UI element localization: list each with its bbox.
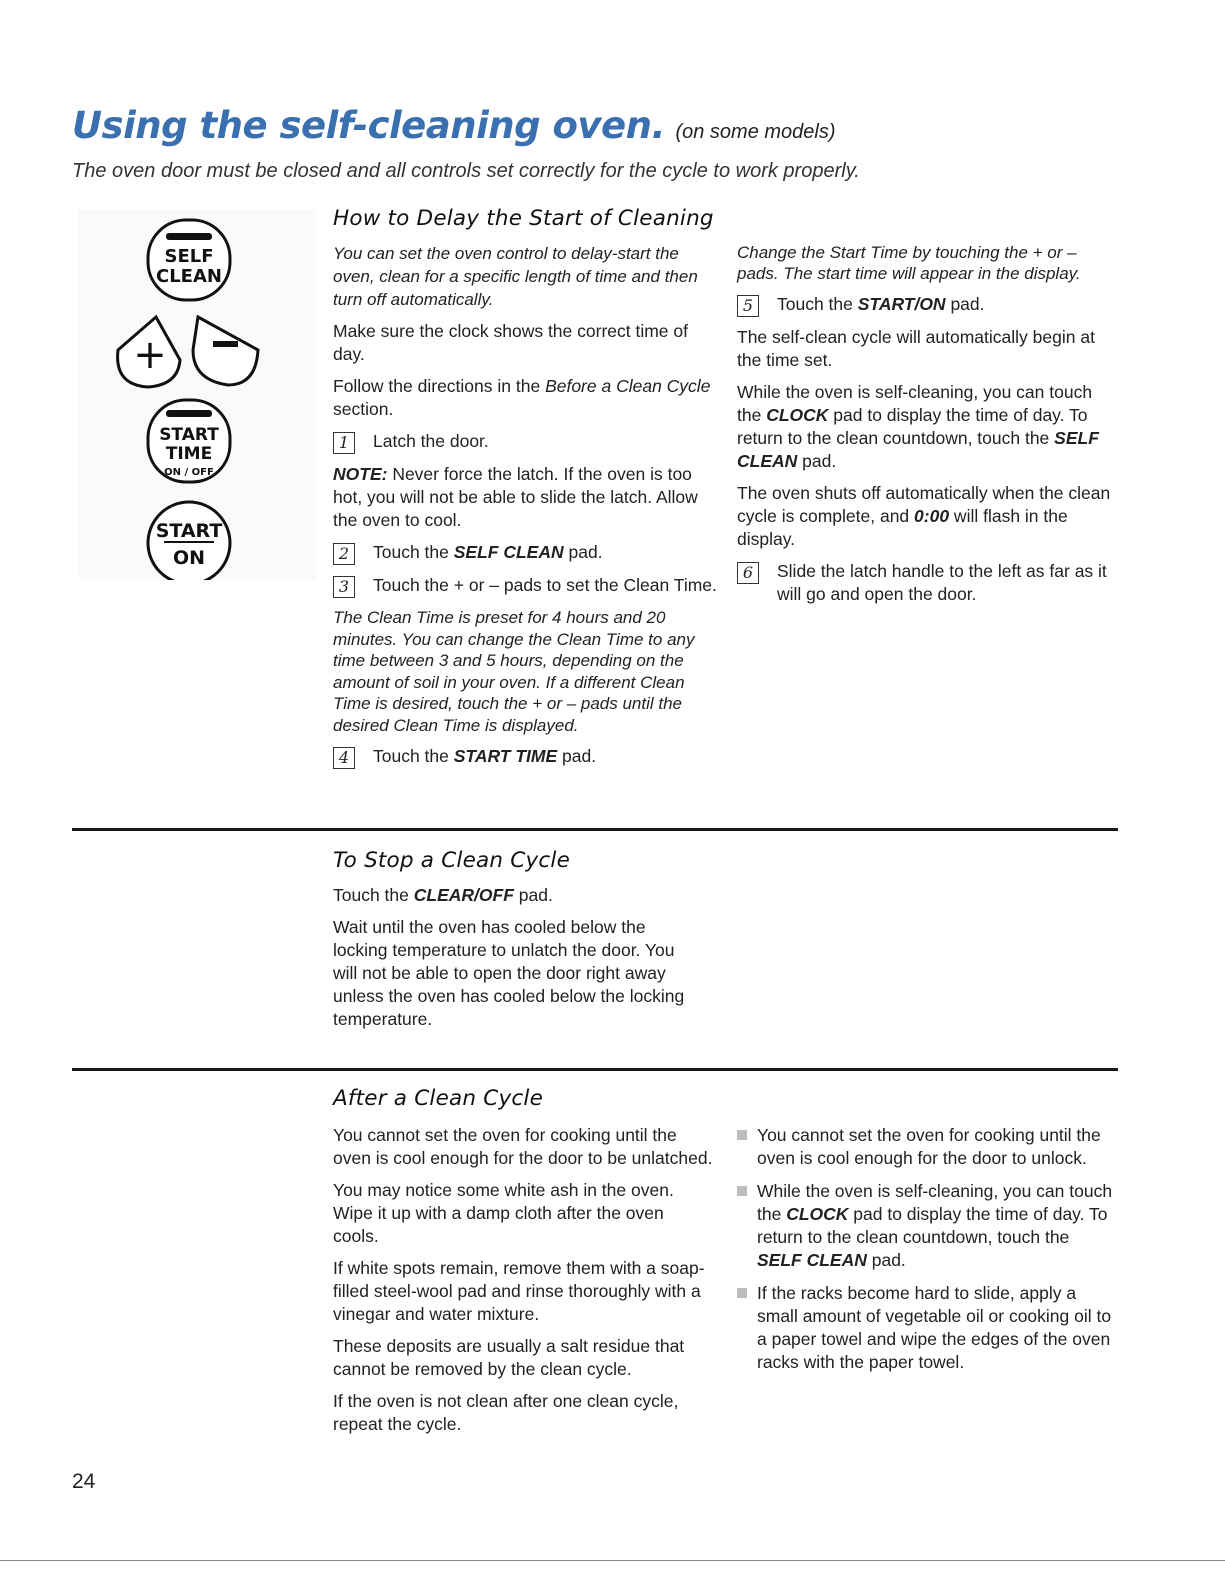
bullet-text: While the oven is self-cleaning, you can touch the CLOCK pad to display the time of day. To return to the clean countdown, touch the SELF CLEAN pad. xyxy=(757,1181,1113,1270)
step-3 xyxy=(333,574,718,598)
change-start-note: Change the Start Time by touching the + or – pads. The start time will appear in the display. xyxy=(737,243,1081,283)
after-column-left xyxy=(333,1124,713,1445)
minus-pad xyxy=(193,317,258,385)
step-6 xyxy=(737,560,1117,606)
start-time-pad xyxy=(148,400,230,482)
start-on-label-2: ON xyxy=(172,547,206,569)
list-item xyxy=(737,1180,1117,1272)
bullet-icon xyxy=(737,1288,747,1298)
step-number: 1 xyxy=(333,432,355,454)
stop-heading: To Stop a Clean Cycle xyxy=(333,848,570,873)
bullet-icon xyxy=(737,1186,747,1196)
stop-body xyxy=(333,884,703,1040)
bullet-icon xyxy=(737,1130,747,1140)
step-number: 6 xyxy=(737,562,759,584)
bullet-text: You cannot set the oven for cooking until the oven is cool enough for the door to unlock. xyxy=(757,1125,1101,1168)
delay-clock-instruction: Make sure the clock shows the correct time of day. xyxy=(333,321,688,364)
delay-column-left xyxy=(333,242,718,778)
delay-column-right xyxy=(737,242,1117,615)
after-p2: You may notice some white ash in the oven. Wipe it up with a damp cloth after the oven cools. xyxy=(333,1180,674,1246)
step-number: 4 xyxy=(333,747,355,769)
step-1 xyxy=(333,430,718,454)
page-title xyxy=(72,104,836,147)
start-time-label-1: START xyxy=(159,425,219,445)
control-pads-svg xyxy=(78,210,316,580)
after-p1: You cannot set the oven for cooking until the oven is cool enough for the door to be unlatched. xyxy=(333,1125,713,1168)
title-sub: (on some models) xyxy=(675,121,836,143)
self-clean-label-2: CLEAN xyxy=(156,266,222,287)
plus-pad xyxy=(118,317,180,387)
title-main: Using the self-cleaning oven. xyxy=(72,104,666,147)
delay-intro: You can set the oven control to delay-start the oven, clean for a specific length of time and then turn off automatically. xyxy=(333,244,698,309)
section-divider xyxy=(72,1068,1118,1071)
self-clean-label-1: SELF xyxy=(164,246,214,267)
start-time-label-2: TIME xyxy=(165,444,213,464)
page-edge-line xyxy=(0,1560,1225,1561)
after-p4: These deposits are usually a salt residue that cannot be removed by the clean cycle. xyxy=(333,1336,685,1379)
step-text: Latch the door. xyxy=(373,431,489,451)
step-text: Touch the SELF CLEAN pad. xyxy=(373,542,603,562)
list-item xyxy=(737,1282,1117,1374)
step-text: Touch the START/ON pad. xyxy=(777,294,985,314)
shuts-off: The oven shuts off automatically when the clean cycle is complete, and 0:00 will flash in the display. xyxy=(737,483,1111,549)
step-number: 2 xyxy=(333,543,355,565)
delay-heading: How to Delay the Start of Cleaning xyxy=(333,206,714,231)
after-p3: If white spots remain, remove them with a soap-filled steel-wool pad and rinse thoroughly with a vinegar and water mixture. xyxy=(333,1258,705,1324)
step-text: Slide the latch handle to the left as far as it will go and open the door. xyxy=(777,561,1107,604)
page-number: 24 xyxy=(72,1470,96,1493)
step-5 xyxy=(737,293,1117,317)
stop-touch: Touch the CLEAR/OFF pad. xyxy=(333,885,553,905)
bullet-text: If the racks become hard to slide, apply a small amount of vegetable oil or cooking oil to a paper towel and wipe the edges of the oven racks with the paper towel. xyxy=(757,1283,1112,1372)
after-column-right xyxy=(737,1124,1117,1384)
stop-wait: Wait until the oven has cooled below the locking temperature to unlatch the door. You will not be able to open the door right away unless the oven has cooled below the locking temperature. xyxy=(333,917,685,1029)
start-time-label-3: ON / OFF xyxy=(164,467,214,478)
while-cleaning: While the oven is self-cleaning, you can touch the CLOCK pad to display the time of day. To return to the clean countdown, touch the SELF CLEAN pad. xyxy=(737,382,1099,471)
delay-follow: Follow the directions in the Before a Clean Cycle section. xyxy=(333,376,711,419)
start-on-pad xyxy=(148,502,230,580)
step-4 xyxy=(333,745,718,769)
page-subtitle: The oven door must be closed and all controls set correctly for the cycle to work properly. xyxy=(72,160,860,182)
delay-note: NOTE: Never force the latch. If the oven is too hot, you will not be able to slide the latch. Allow the oven to cool. xyxy=(333,464,698,530)
list-item xyxy=(737,1124,1117,1170)
step-number: 5 xyxy=(737,295,759,317)
control-panel-illustration xyxy=(78,210,316,580)
step-text: Touch the START TIME pad. xyxy=(373,746,597,766)
minus-icon xyxy=(213,341,238,347)
plus-icon: + xyxy=(133,332,167,378)
preset-note: The Clean Time is preset for 4 hours and 20 minutes. You can change the Clean Time to any time between 3 and 5 hours, depending on the amount of soil in your oven. If a different Clean Time is desired, touch the + or – pads until the desired Clean Time is displayed. xyxy=(333,608,695,735)
step-number: 3 xyxy=(333,576,355,598)
step-text: Touch the + or – pads to set the Clean Time. xyxy=(373,575,717,595)
self-clean-pad xyxy=(148,220,230,300)
after-p5: If the oven is not clean after one clean cycle, repeat the cycle. xyxy=(333,1391,679,1434)
section-divider xyxy=(72,828,1118,831)
step-2 xyxy=(333,541,718,565)
after-heading: After a Clean Cycle xyxy=(333,1086,544,1111)
start-on-label-1: START xyxy=(155,520,223,542)
auto-begin: The self-clean cycle will automatically begin at the time set. xyxy=(737,327,1095,370)
